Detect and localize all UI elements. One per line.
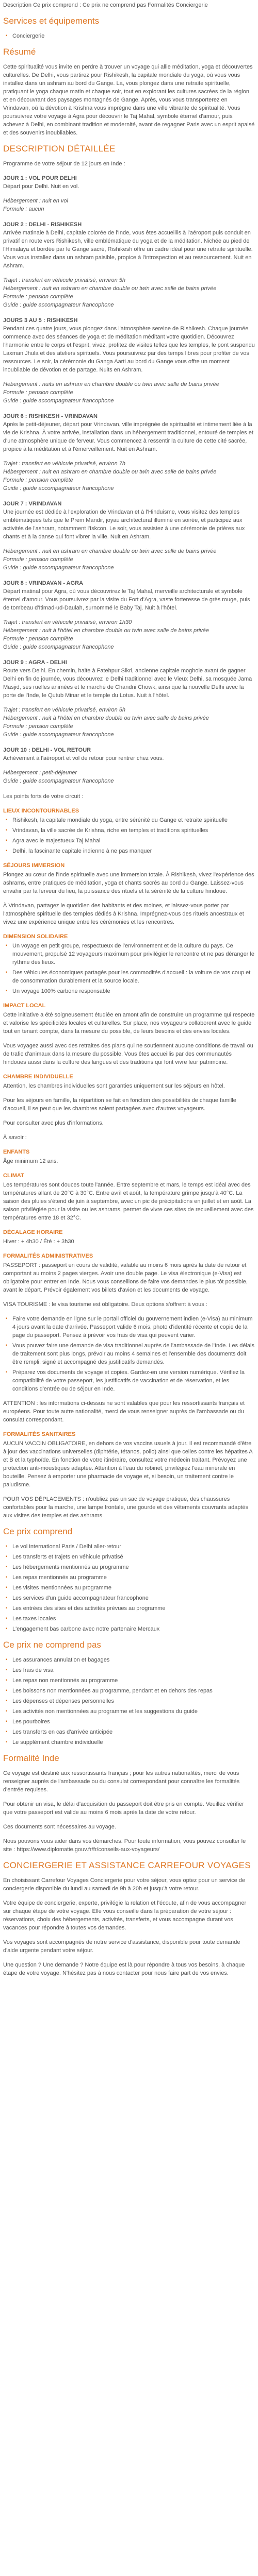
formalities-p4: Nous pouvons vous aider dans vos démarches. Pour toute information, vous pouvez consulter le site : https://www.diplomatie.gouv.fr/fr/conseils-aux-voyageurs/ [3, 1838, 246, 1853]
day-title: JOUR 6 : RISHIKESH - VRINDAVAN [3, 413, 98, 419]
formalities-p1: Ce voyage est destiné aux ressortissants français ; pour les autres nationalités, merci de vous renseigner auprès de l'ambassade ou du consulat correspondant pour connaître les formalités d'entrée requises. [3, 1770, 240, 1793]
list-item: ▪ Delhi, la fascinante capitale indienne à ne pas manquer [12, 847, 255, 855]
list-item: ▪ Rishikesh, la capitale mondiale du yoga, entre sérénité du Gange et retraite spirituelle [12, 816, 255, 824]
list-item: ▪ Préparez vos documents de voyage et copies. Gardez-en une version numérique. Vérifiez la compatibilité de votre passeport, les justificatifs de vaccination et de réservation, et les conditions d'entrée ou de séjour en Inde. [12, 1368, 255, 1393]
list-item: ▪ Les activités non mentionnées au programme et les suggestions du guide [12, 1707, 255, 1716]
single-room-p3: Pour consulter avec plus d'informations. [3, 1120, 104, 1126]
health-p1: AUCUN VACCIN OBLIGATOIRE, en dehors de vos vaccins usuels à jour. Il est recommandé d'être à jour des vaccinations universelles (diphtérie, tétanos, polio) ainsi que celles contre les hépatites A et B et la typhoïde. En fonction de votre itinéraire, consultez votre médecin traitant. Prévoyez une protection anti-moustiques adaptée. Attention à l'eau du robinet, privilégiez l'eau minérale en bouteille. Pensez à emporter une pharmacie de voyage et, si besoin, un traitement contre le paludisme. [3, 1440, 253, 1488]
list-item: ▪ Les frais de visa [12, 1666, 255, 1674]
services-list [3, 32, 255, 40]
list-item: ▪ Vrindavan, la ville sacrée de Krishna, riche en temples et traditions spirituelles [12, 826, 255, 835]
list-item: ▪ Les dépenses et dépenses personnelles [12, 1697, 255, 1705]
day-lodging: Hébergement : nuit en ashram en chambre double ou twin avec salle de bains privée [3, 469, 217, 475]
immersion-title: SÉJOURS IMMERSION [3, 862, 65, 869]
detailed-title: DESCRIPTION DÉTAILLÉE [3, 144, 116, 154]
day-lodging: Hébergement : petit-déjeuner [3, 770, 77, 776]
day-spacer [3, 739, 255, 746]
timezone-title: DÉCALAGE HORAIRE [3, 1229, 63, 1235]
day-spacer [3, 309, 255, 316]
day-spacer [3, 785, 255, 792]
day-block [3, 579, 255, 658]
day-lodging: Hébergement : nuit à l'hôtel en chambre double ou twin avec salle de bains privée [3, 628, 209, 634]
excludes-list [3, 1656, 255, 1747]
admin-formalities-p1: PASSEPORT : passeport en cours de validité, valable au moins 6 mois après la date de retour et comportant au moins 2 pages vierges. Avoir une double page. Le visa électronique (e-Visa) est obligatoire pour entrer en Inde. Nous vous conseillons de faire vos demandes le plus tôt possible, avant le départ. Prévoir également vos billets d'avion et les documents de voyage. [3, 1262, 248, 1293]
single-room-title: CHAMBRE INDIVIDUELLE [3, 1074, 73, 1080]
formalities-p2: Pour obtenir un visa, le délai d'acquisition du passeport doit être pris en compte. Veuillez vérifier que votre passeport est valide au moins 6 mois après la date de votre retour. [3, 1801, 244, 1816]
summary-title: Résumé [3, 47, 36, 57]
day-meals: Formule : pension complète [3, 556, 73, 563]
day-lodging: Hébergement : nuit à l'hôtel en chambre double ou twin avec salle de bains privée [3, 715, 209, 721]
day-transfer: Trajet : transfert en véhicule privatisé, environ 1h30 [3, 619, 132, 625]
list-item: ▪ Les transferts en cas d'arrivée anticipée [12, 1728, 255, 1736]
list-item: ▪ Les assurances annulation et bagages [12, 1656, 255, 1664]
day-meals: Formule : pension complète [3, 477, 73, 483]
day-description: Route vers Delhi. En chemin, halte à Fatehpur Sikri, ancienne capitale moghole avant de gagner Delhi en fin de journée, vous découvrez le Delhi traditionnel avec le Vieux Delhi, sa mosquée Jama Masjid, ses ruelles animées et le marché de Chandni Chowk, ainsi que la nouvelle Delhi avec la porte de l'Inde, le Qutub Minar et le temple du Lotus. Nuit à l'hôtel. [3, 668, 252, 699]
day-block [3, 500, 255, 579]
climate-text: Les températures sont douces toute l'année. Entre septembre et mars, le temps est idéal avec des températures allant de 20°C à 30°C. Entre avril et août, la température grimpe jusqu'à 40°C. La saison des pluies s'étend de juin à septembre, avec un pic de précipitations en juillet et en août. La saison privilégiée pour la visite ou les ashrams, permet de vivre ces sites de recueillement avec des températures entre 18 et 32°C. [3, 1182, 254, 1221]
highlights-intro: Les points forts de votre circuit : [3, 793, 84, 800]
list-item: ▪ Les repas non mentionnés au programme [12, 1676, 255, 1685]
list-item: ▪ Les visites mentionnées au programme [12, 1584, 255, 1592]
list-item: ▪ Le supplément chambre individuelle [12, 1738, 255, 1747]
list-item: ▪ Vous pouvez faire une demande de visa traditionnel auprès de l'ambassade de l'Inde. Les délais de traitement sont plus longs, prévoir au moins 4 semaines et l'ensemble des documents doit être rempli, signé et accompagné des justificatifs demandés. [12, 1342, 255, 1366]
day-block [3, 221, 255, 316]
day-spacer [3, 572, 255, 579]
day-block [3, 316, 255, 412]
day-lodging: Hébergement : nuit en ashram en chambre double ou twin avec salle de bains privée [3, 548, 217, 554]
day-meals: Formule : aucun [3, 206, 44, 212]
day-meals: Formule : pension complète [3, 389, 73, 396]
solidarity-list [3, 942, 255, 995]
impact-title: IMPACT LOCAL [3, 1003, 46, 1009]
formalities-p3: Ces documents sont nécessaires au voyage. [3, 1824, 116, 1830]
days-list [3, 174, 255, 792]
day-block [3, 174, 255, 221]
day-description: Achèvement à l'aéroport et vol de retour pour rentrer chez vous. [3, 755, 164, 761]
immersion-p1: Plongez au cœur de l'Inde spirituelle avec une immersion totale. À Rishikesh, vivez l'expérience des ashrams, entre pratiques de méditation, yoga et chants sacrés au bord du Gange. Laissez-vous envahir par la ferveur du lieu, la puissance des rituels et la sérénité de la culture hindoue. [3, 872, 254, 894]
day-title: JOUR 7 : VRINDAVAN [3, 501, 62, 507]
impact-p1: Cette initiative a été soigneusement étudiée en amont afin de construire un programme qui respecte et valorise les spécificités locales et culturelles. Sur place, nos voyageurs collaborent avec le guide tout en tenant compte, dans la mesure du possible, de leurs besoins et des envies locales. [3, 1012, 255, 1035]
excludes-title: Ce prix ne comprend pas [3, 1640, 101, 1650]
children-title: ENFANTS [3, 1149, 30, 1155]
detailed-intro: Programme de votre séjour de 12 jours en Inde : [3, 161, 125, 167]
admin-formalities-p3: ATTENTION : les informations ci-dessus ne sont valables que pour les ressortissants français et européens. Pour toute autre nationalité, merci de vous renseigner auprès de l'ambassade ou du consulat correspondant. [3, 1400, 245, 1423]
day-transfer: Trajet : transfert en véhicule privatisé, environ 5h [3, 277, 126, 283]
day-spacer [3, 213, 255, 221]
day-guide: Guide : guide accompagnateur francophone [3, 565, 114, 571]
day-lodging: Hébergement : nuit en vol [3, 198, 68, 204]
concierge-p3: Vos voyages sont accompagnés de notre service d'assistance, disponible pour toute demande d'aide urgente pendant votre séjour. [3, 1939, 240, 1954]
locations-title: LIEUX INCONTOURNABLES [3, 808, 79, 814]
list-item: ▪ Les services d'un guide accompagnateur francophone [12, 1594, 255, 1602]
locations-list [3, 816, 255, 855]
concierge-p2: Votre équipe de conciergerie, experte, privilégie la relation et l'écoute, afin de vous accompagner sur chaque étape de votre voyage. Elle vous conseille dans la préparation de votre séjour : réservations, choix des hébergements, activités, transferts, et vous accompagne durant vos vacances pour répondre à toutes vos demandes. [3, 1900, 247, 1931]
admin-formalities-title: FORMALITÉS ADMINISTRATIVES [3, 1253, 93, 1259]
day-lodging: Hébergement : nuits en ashram en chambre double ou twin avec salle de bains privée [3, 381, 219, 387]
list-item: ▪ Le vol international Paris / Delhi aller-retour [12, 1543, 255, 1551]
summary-text: Cette spiritualité vous invite en perdre à trouver un voyage qui allie méditation, yoga et découvertes culturelles. De Delhi, vous partirez pour Rishikesh, la capitale mondiale du yoga, où vous vous installez dans un ashram au bord du Gange. La, vous plongez dans une retraite spirituelle, pratiquant le yoga chaque matin et chaque soir, tout en explorant les cultures sacrées de la région et en découvrant des paysages montagnés de Gange. Après, vous vous transporterez en Vrindavan, où la dévotion à Krishna vous imprègne dans une ville vibrante de spiritualité. Vous poursuivrez votre voyage à Agra pour découvrir le Taj Mahal, symbole éternel d'amour, puis achevez à Delhi, en combinant tradition et modernité, avant de regagner Paris avec un esprit apaisé et des souvenirs inoubliables. [3, 64, 255, 136]
day-guide: Guide : guide accompagnateur francophone [3, 644, 114, 650]
day-transfer: Trajet : transfert en véhicule privatisé, environ 7h [3, 461, 126, 467]
day-block [3, 658, 255, 746]
list-item: ▪ L'engagement bas carbone avec notre partenaire Mercaux [12, 1625, 255, 1633]
timezone-text: Hiver : + 4h30 / Été : + 3h30 [3, 1239, 74, 1245]
day-guide: Guide : guide accompagnateur francophone [3, 302, 114, 308]
day-spacer [3, 651, 255, 658]
children-text: Âge minimum 12 ans. [3, 1158, 58, 1164]
list-item: ▪ Agra avec le majestueux Taj Mahal [12, 837, 255, 845]
admin-formalities-p2: VISA TOURISME : le visa tourisme est obligatoire. Deux options s'offrent à vous : [3, 1301, 207, 1308]
day-title: JOUR 10 : DELHI - VOL RETOUR [3, 747, 91, 753]
day-transfer: Trajet : transfert en véhicule privatisé, environ 5h [3, 707, 126, 713]
solidarity-title: DIMENSION SOLIDAIRE [3, 934, 68, 940]
formalities-title: Formalité Inde [3, 1753, 59, 1763]
includes-title: Ce prix comprend [3, 1527, 73, 1536]
day-description: Une journée est dédiée à l'exploration de Vrindavan et à l'Hinduisme, vous visitez des temples emblématiques tels que le Prem Mandir, joyau architectural illuminé en soirée, et participez aux activités de l'ashram, notamment l'Iskcon. Le soir, vous assistez à une cérémonie de prières aux chants et à la danse qui font vibrer la ville. Nuit en Ashram. [3, 509, 245, 540]
intro-line: Description Ce prix comprend : Ce prix ne comprend pas Formalités Conciergerie [3, 2, 208, 8]
day-title: JOURS 3 AU 5 : RISHIKESH [3, 317, 78, 324]
single-room-p1: Attention, les chambres individuelles sont garanties uniquement sur les séjours en hôtel. [3, 1083, 225, 1089]
day-guide: Guide : guide accompagnateur francophone [3, 778, 114, 784]
concierge-p1: En choisissant Carrefour Voyages Conciergerie pour votre séjour, vous optez pour un service de conciergerie disponible du lundi au samedi de 9h à 20h et jusqu'à votre retour. [3, 1877, 245, 1892]
health-p2: POUR VOS DÉPLACEMENTS : n'oubliez pas un sac de voyage pratique, des chaussures confortables pour la marche, une lampe frontale, une gourde et des vêtements couvrants adaptés aux visites des temples et des ashrams. [3, 1496, 249, 1519]
impact-p2: Vous voyagez aussi avec des retraites des plans qui ne soutiennent aucune conditions de travail ou de trafic d'animaux dans la mesure du possible. Vous êtes accueillis par des communautés hindoues aussi dans la culture des langues et des traditions qui font vivre leur patrimoine. [3, 1043, 253, 1065]
list-item: ▪ Des véhicules économiques partagés pour les commodités d'accueil : la voiture de vos coup et de consommation durablement et la source locale. [12, 969, 255, 985]
day-spacer [3, 493, 255, 500]
day-spacer [3, 405, 255, 412]
list-item: ▪ Les boissons non mentionnées au programme, pendant et en dehors des repas [12, 1687, 255, 1695]
day-meals: Formule : pension complète [3, 636, 73, 642]
list-item: ▪ Les taxes locales [12, 1615, 255, 1623]
list-item: ▪ Les repas mentionnés au programme [12, 1573, 255, 1582]
day-description: Départ matinal pour Agra, où vous découvrirez le Taj Mahal, merveille architecturale et symbole éternel d'amour. Vous poursuivrez par la visite du Fort d'Agra, vaste forteresse de grès rouge, puis de tombeau d'Itimad-ud-Daulah, surnommé le Baby Taj. Nuit à l'hôtel. [3, 588, 250, 611]
day-title: JOUR 1 : VOL POUR DELHI [3, 175, 77, 181]
visa-options-list [3, 1315, 255, 1393]
day-description: Pendant ces quatre jours, vous plongez dans l'atmosphère sereine de Rishikesh. Chaque journée commence avec des séances de yoga et de méditation méditant votre quotidien. Découvrez l'harmonie entre le corps et l'esprit, vivez, profitez de visites telles que les temples, le pont suspendu Laxman Jhula et des ateliers spirituels. Vous poursuivrez par des temps libres pour profiter de vos ressources. Le soir, la cérémonie du Ganga Aarti au bord du Gange vous offre un moment inoubliable de dévotion et de partage. Nuits en Ashram. [3, 326, 255, 373]
day-title: JOUR 2 : DELHI - RISHIKESH [3, 222, 82, 228]
list-item: ▪ Conciergerie [12, 32, 255, 40]
concierge-p4: Une question ? Une demande ? Notre équipe est là pour répondre à tous vos besoins, à chaque étape de votre voyage. N'hésitez pas à nous contacter pour nous faire part de vos envies. [3, 1962, 245, 1976]
list-item: ▪ Les pourboires [12, 1718, 255, 1726]
includes-list [3, 1543, 255, 1633]
day-guide: Guide : guide accompagnateur francophone [3, 485, 114, 492]
day-guide: Guide : guide accompagnateur francophone [3, 732, 114, 738]
services-title: Services et équipements [3, 16, 100, 26]
climate-title: CLIMAT [3, 1173, 24, 1179]
day-meals: Formule : pension complète [3, 723, 73, 730]
day-block [3, 412, 255, 500]
list-item: ▪ Faire votre demande en ligne sur le portail officiel du gouvernement indien (e-Visa) au minimum 4 jours avant la date d'arrivée. Passeport valide 6 mois, photo d'identité récente et copie de la page du passeport. Pensez à prévoir vos frais de visa qui peuvent varier. [12, 1315, 255, 1340]
day-block [3, 746, 255, 792]
day-meals: Formule : pension complète [3, 294, 73, 300]
immersion-p2: À Vrindavan, partagez le quotidien des habitants et des moines, et laissez-vous porter par l'atmosphère spirituelle des temples dédiés à Krishna. Imprégnez-vous des rituels ancestraux et vivez une expérience unique entre les cérémonies et les rencontres. [3, 903, 244, 925]
concierge-title: CONCIERGERIE ET ASSISTANCE CARREFOUR VOYAGES [3, 1860, 251, 1870]
single-room-p2: Pour les séjours en famille, la répartition se fait en fonction des possibilités de chaque famille d'accueil, il se peut que les chambres soient partagées avec d'autres voyageurs. [3, 1097, 236, 1112]
list-item: ▪ Un voyage en petit groupe, respectueux de l'environnement et de la culture du pays. Ce mouvement, propulsé 12 voyageurs maximum pour privilégier le rencontre et ne pas déranger le rythme des lieux. [12, 942, 255, 967]
health-title: FORMALITÉS SANITAIRES [3, 1431, 76, 1437]
day-title: JOUR 8 : VRINDAVAN - AGRA [3, 580, 84, 586]
list-item: ▪ Les transferts et trajets en véhicule privatisé [12, 1553, 255, 1561]
day-description: Après le petit-déjeuner, départ pour Vrindavan, ville imprégnée de spiritualité et intimement liée à la vie de Krishna. À votre arrivée, installation dans un hébergement traditionnel, entouré de temples et d'une atmosphère unique de ferveur. Vous commencez à ressentir la culture de cette cité sacrée, propice à la méditation et à l'émerveillement. Nuit en Ashram. [3, 421, 253, 452]
day-lodging: Hébergement : nuit en ashram en chambre double ou twin avec salle de bains privée [3, 285, 217, 292]
list-item: ▪ Un voyage 100% carbone responsable [12, 987, 255, 995]
day-guide: Guide : guide accompagnateur francophone [3, 398, 114, 404]
day-title: JOUR 9 : AGRA - DELHI [3, 659, 67, 666]
day-description: Arrivée matinale à Delhi, capitale colorée de l'Inde, vous êtes accueillis à l'aéroport puis conduit en privatif en route vers Rishikesh, ville emblématique du yoga et de la méditation. Nichée au pied de l'Himalaya et bordée par le Gange sacré, Rishikesh offre un cadre idéal pour une retraite spirituelle. Vous vous installez dans un ashram paisible, propice à l'introspection et au ressourcement. Nuit en Ashram. [3, 230, 253, 269]
single-room-p4: À savoir : [3, 1134, 27, 1141]
day-description: Départ pour Delhi. Nuit en vol. [3, 183, 79, 190]
list-item: ▪ Les hébergements mentionnés au programme [12, 1563, 255, 1571]
list-item: ▪ Les entrées des sites et des activités prévues au programme [12, 1604, 255, 1613]
